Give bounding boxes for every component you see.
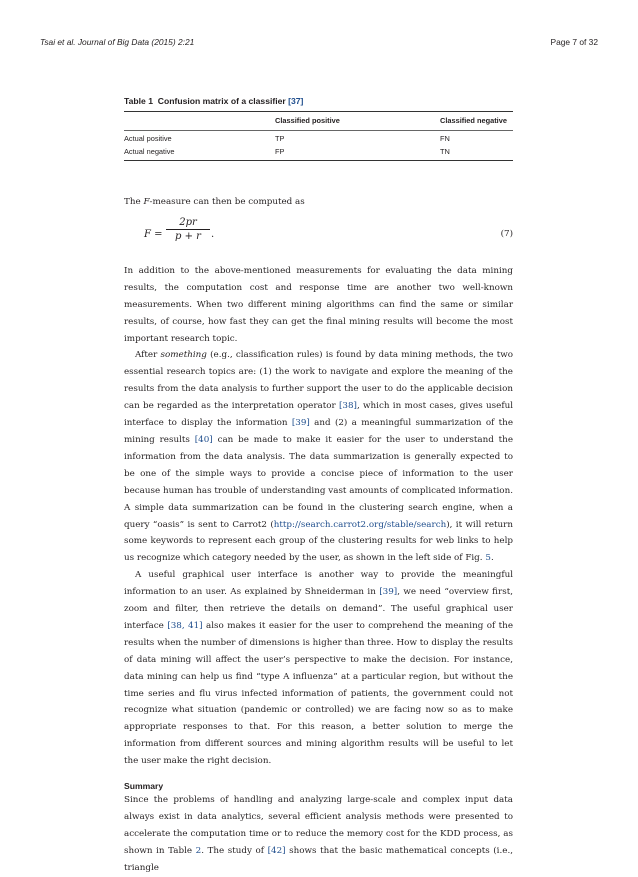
text-run-italic: something [160, 350, 207, 361]
figure-link[interactable]: 5 [485, 553, 491, 564]
table-caption [124, 96, 513, 106]
paragraph [124, 347, 513, 567]
text-run: shows that the basic mathematical concepts (i.e., triangle [124, 845, 514, 873]
text-run: (e.g., classification rules) is found by data mining methods, the two essential research topics are: (1) the work to navigate and explore the meaning of the results from the data analysis to further support the user to do the applicable decision can be regarded as the interpretation operator [124, 350, 514, 412]
text-run: . [490, 553, 494, 564]
paragraph [124, 567, 513, 770]
citation-link[interactable]: [38] [339, 401, 357, 412]
equation-trail: . [211, 228, 215, 240]
confusion-matrix-table [124, 111, 513, 161]
text-run: After [135, 350, 161, 361]
running-head-left: Tsai et al. Journal of Big Data (2015) 2:21 [40, 37, 195, 47]
text-run: also makes it easier for the user to comprehend the meaning of the results when the number of dimensions is higher than three. How to display the results of data mining will affect the user’s perspective to make the decision. For instance, data mining can help us find “type A influenza” at a particular region, but without the time series and flu virus infected information of patients, the government could not recognize what situation (pandemic or controlled) we are facing now so as to make appropriate responses to that. For this reason, a better solution to merge the information from different sources and mining algorithm results will be useful to let the user make the right decision. [124, 620, 513, 767]
table-cell: FP [275, 144, 440, 161]
intro-text: -measure can then be computed as [149, 197, 305, 207]
table-cell: TN [440, 144, 513, 161]
table-cell: Actual negative [124, 144, 275, 161]
table-title: Confusion matrix of a classifier [157, 96, 286, 106]
equation-fraction [166, 217, 210, 242]
text-run: ), it will return some keywords to represent each group of the clustering results for web links to help us recognize which category needed by the user, as shown in the left side of Fig. [124, 519, 513, 564]
equation-denominator: p + r [175, 230, 201, 242]
intro-text: The [124, 197, 144, 207]
section-heading: Summary [124, 781, 164, 792]
table-link[interactable]: 2 [195, 845, 202, 856]
text-run: , we need “overview first, zoom and filter, then retrieve the details on demand”. The useful graphical user interface [124, 587, 513, 631]
table-cell: FN [440, 134, 450, 143]
citation-link[interactable]: [40] [194, 434, 213, 445]
text-run: can be made to make it easier for the user to understand the information from the data analysis. The data summarization is generally expected to be one of the simple ways to provide a concise piece of information to the user because human has trouble of understanding vast amounts of complicated information. A simple data summarization can be found in the clustering search engine, when a query “oasis” is sent to Carrot2 ( [124, 434, 513, 530]
text-run: Since the problems of handling and analyzing large-scale and complex input data always exist in data analytics, several efficient analysis methods were presented to accelerate the computation time or to reduce the memory cost for the KDD process, as shown in Table [124, 795, 513, 856]
table-label: Table 1 [124, 96, 153, 106]
citation-link[interactable]: [39] [379, 587, 398, 598]
citation-link[interactable]: [42] [267, 845, 286, 856]
paragraph [124, 792, 513, 877]
equation-numerator: 2pr [166, 217, 210, 230]
carrot2-url-link[interactable]: http://search.carrot2.org/stable/search [273, 519, 447, 530]
table-header-row [124, 112, 513, 131]
equation-number: (7) [500, 228, 513, 239]
equation-lhs: F = [144, 228, 163, 240]
f-measure-symbol: F [143, 197, 150, 207]
text-run: and (2) a meaningful summarization of the mining results [124, 418, 513, 445]
citation-link[interactable]: [39] [291, 418, 310, 429]
table-header-cell: Classified negative [440, 112, 513, 131]
text-run: . The study of [201, 845, 268, 856]
text-run: , which in most cases, gives useful interface to display the information [124, 401, 514, 429]
citation-link[interactable]: [38, 41] [167, 620, 203, 631]
table-header-cell [124, 112, 275, 131]
text-run: A useful graphical user interface is another way to provide the meaningful information to an user. As explained by Shneiderman in [124, 570, 513, 598]
table-header-cell: Classified positive [275, 112, 440, 131]
page-body [124, 96, 513, 877]
paragraph: In addition to the above-mentioned measurements for evaluating the data mining results, the computation cost and response time are another two well-known measurements. When two different mining algorithms can find the same or similar results, of course, how fast they can get the final mining results will become the most important research topic. [124, 265, 513, 344]
f-measure-equation [124, 217, 513, 257]
table-citation-link[interactable]: [37] [288, 96, 304, 106]
table-cell: TP [275, 134, 285, 143]
table-row [124, 144, 513, 161]
page-number: Page 7 of 32 [550, 37, 598, 47]
table-row [124, 131, 513, 145]
equation-intro [124, 194, 513, 211]
table-cell: Actual positive [124, 134, 172, 143]
